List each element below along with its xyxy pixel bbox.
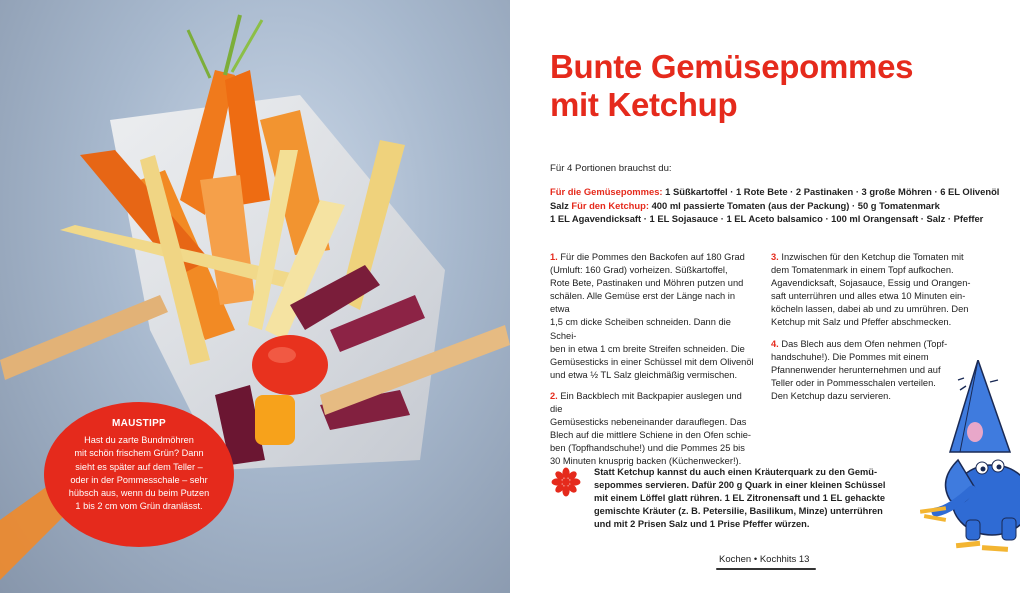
ingredients-label-pommes: Für die Gemüsepommes: bbox=[550, 186, 663, 197]
step-line: Ein Backblech mit Backpapier auslegen und die bbox=[550, 390, 742, 415]
step-line: Rote Bete, Pastinaken und Möhren putzen und bbox=[550, 278, 744, 289]
tip-line: hübsch aus, wenn du beim Putzen bbox=[68, 488, 210, 499]
step-number: 3. bbox=[771, 252, 779, 262]
note-line: gemischte Kräuter (z. B. Petersilie, Basilikum, Minze) unterrühren bbox=[594, 506, 883, 517]
title-line: Bunte Gemüsepommes bbox=[550, 48, 914, 85]
tip-line: Hast du zarte Bundmöhren bbox=[84, 435, 194, 445]
asterisk-flower-icon bbox=[551, 467, 581, 497]
tip-title: MAUSTIPP bbox=[111, 418, 167, 429]
step-line: Blech auf die mittlere Schiene in den Ofen schie- bbox=[550, 430, 752, 441]
step-line: köcheln lassen, dabei ab und zu umrühren. Den bbox=[771, 304, 969, 315]
quark-tip-note bbox=[594, 466, 894, 531]
step-line: handschuhe!). Die Pommes mit einem bbox=[771, 351, 929, 362]
note-line: sepommes servieren. Dafür 200 g Quark in einer kleinen Schüssel bbox=[594, 480, 886, 491]
note-line: Statt Ketchup kannst du auch einen Kräuterquark zu den Gemü- bbox=[594, 467, 878, 477]
note-line: und mit 2 Prisen Salz und 1 Prise Pfeffer würzen. bbox=[594, 519, 810, 530]
ingredients-label-ketchup: Für den Ketchup: bbox=[571, 199, 649, 211]
step-line: schälen. Alle Gemüse erst der Länge nach in etwa bbox=[550, 291, 736, 315]
step-line: saft unterrühren und alles etwa 10 Minuten ein- bbox=[771, 291, 966, 302]
step-line: Agavendicksaft, Sojasauce, Essig und Orangen- bbox=[771, 278, 971, 289]
tip-text bbox=[64, 434, 214, 514]
ingredients-line bbox=[550, 185, 1000, 199]
step-line: ben (Topfhandschuhe!) und die Pommes 25 bis bbox=[550, 443, 745, 454]
ingredients-list bbox=[550, 185, 1000, 226]
step-2 bbox=[550, 390, 755, 469]
step-line: dem Tomatenmark in einem Topf aufkochen. bbox=[771, 265, 954, 276]
steps-column-left bbox=[550, 251, 755, 477]
step-1 bbox=[550, 251, 755, 382]
tip-line: oder in der Pommesschale – sehr bbox=[70, 474, 208, 485]
step-line: Gemüsesticks in einer Schüssel mit dem Olivenöl bbox=[550, 356, 754, 367]
step-number: 1. bbox=[550, 252, 558, 262]
footer-underline bbox=[716, 568, 816, 570]
tip-line: mit schön frischem Grün? Dann bbox=[74, 448, 204, 459]
step-line: (Umluft: 160 Grad) vorheizen. Süßkartoffel, bbox=[550, 265, 728, 276]
page-footer: Kochen • Kochhits 13 bbox=[719, 554, 810, 565]
tip-line: 1 bis 2 cm vom Grün dranlässt. bbox=[75, 501, 203, 512]
ingredients-line: 1 EL Agavendicksaft · 1 EL Sojasauce · 1 EL Aceto balsamico · 100 ml Orangensaft · Salz · Pfeffer bbox=[550, 213, 984, 225]
title-line: mit Ketchup bbox=[550, 86, 738, 123]
step-line: Das Blech aus dem Ofen nehmen (Topf- bbox=[781, 338, 948, 349]
step-line: Den Ketchup dazu servieren. bbox=[771, 390, 891, 401]
step-line: 30 Minuten knusprig backen (Küchenwecker!). bbox=[550, 456, 742, 467]
ingredients-ketchup: 400 ml passierte Tomaten (aus der Packung) · 50 g Tomatenmark bbox=[651, 199, 940, 211]
step-line: und etwa ½ TL Salz gleichmäßig vermischen. bbox=[550, 369, 738, 380]
step-3 bbox=[771, 251, 976, 330]
note-line: mit einem Löffel glatt rühren. 1 EL Zitronensaft und 1 EL gehackte bbox=[594, 493, 886, 504]
ingredients-salt: Salz bbox=[550, 199, 569, 211]
tip-line: sieht es später auf dem Teller – bbox=[75, 461, 203, 472]
step-number: 2. bbox=[550, 390, 558, 401]
step-line: Teller oder in Pommesschalen verteilen. bbox=[771, 377, 936, 388]
servings-intro: Für 4 Portionen brauchst du: bbox=[550, 163, 672, 174]
step-line: Pfannenwender herunternehmen und auf bbox=[771, 364, 941, 375]
step-line: Inzwischen für den Ketchup die Tomaten mit bbox=[781, 252, 964, 262]
step-line: Für die Pommes den Backofen auf 180 Grad bbox=[560, 252, 745, 262]
elephant-illustration bbox=[920, 360, 1020, 560]
step-line: 1,5 cm dicke Scheiben schneiden. Dann die Schei- bbox=[550, 317, 731, 341]
step-number: 4. bbox=[771, 338, 779, 349]
step-line: ben in etwa 1 cm breite Streifen schneiden. Die bbox=[550, 343, 745, 354]
step-line: Ketchup mit Salz und Pfeffer abschmecken. bbox=[771, 317, 952, 328]
ingredients-line bbox=[550, 199, 980, 213]
maustipp-bubble bbox=[44, 402, 234, 547]
step-line: Gemüsesticks nebeneinander darauflegen. Das bbox=[550, 417, 747, 428]
recipe-title bbox=[550, 48, 990, 124]
ingredients-pommes: 1 Süßkartoffel · 1 Rote Bete · 2 Pastinaken · 3 große Möhren · 6 EL Olivenöl bbox=[665, 186, 1000, 197]
